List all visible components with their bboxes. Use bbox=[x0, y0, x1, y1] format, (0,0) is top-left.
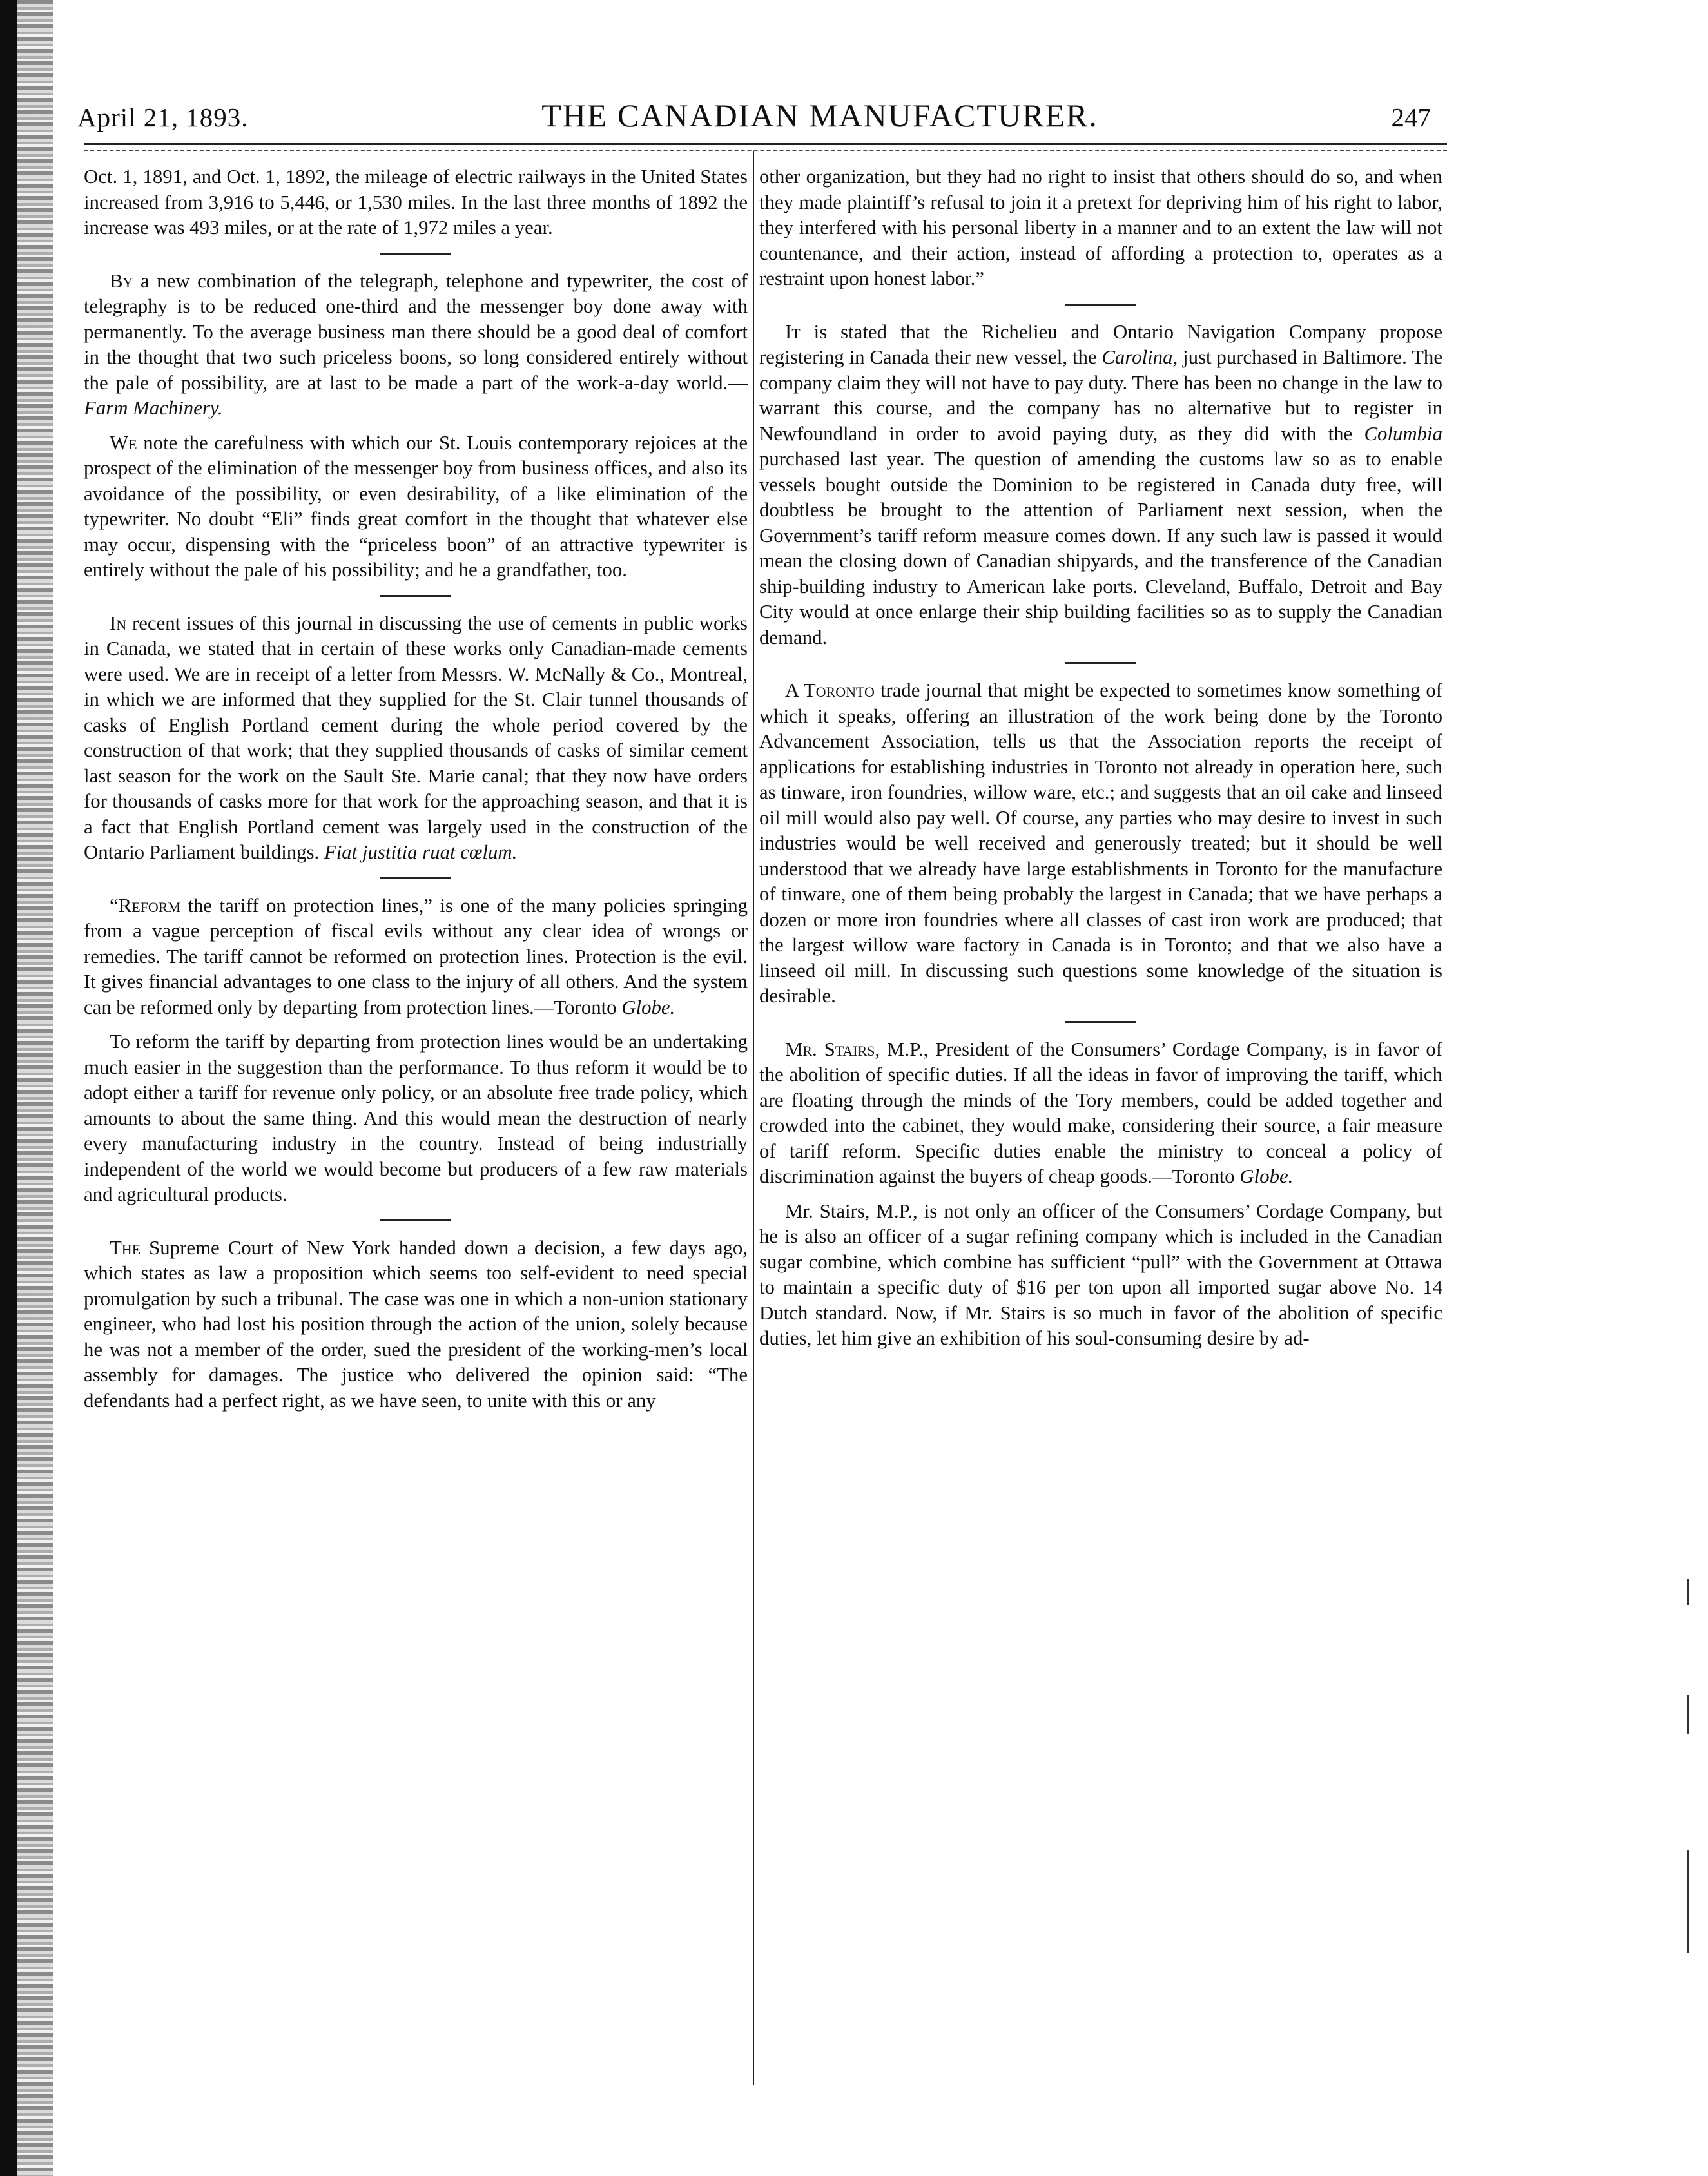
paragraph-text: Supreme Court of New York handed down a decision, a few days ago, which states as law a proposition which seems too self-evident to need special promulgation by such a tribunal. The case was one in which a non-union stationary engineer, who had lost his position through the action of the union, solely because he was not a member of the order, sued the president of the working-men’s local assembly for damages. The justice who delivered the opinion said: “The defendants had a perfect right, as we have seen, to unite with this or any bbox=[84, 1236, 748, 1412]
separator-rule bbox=[380, 253, 451, 255]
lead-word: In bbox=[110, 612, 127, 634]
paragraph-text: M.P., President of the Consumers’ Cordage Company, is in favor of the abolition of specific duties. If all the ideas in favor of improving the tariff, which are floating through the minds of the Tory members, could be added together and crowded into the cabinet, they would make, considering their source, a fair measure of tariff reform. Specific duties enable the ministry to conceal a policy of discrimination against the buyers of cheap goods.—Toronto bbox=[759, 1038, 1442, 1187]
paragraph-text: , just purchased in Baltimore. The company claim they will not have to pay duty. There has been no change in the law to warrant this course, and the company has no alternative but to register in Newfoundland in order to avoid paying duty, as they did with the bbox=[759, 346, 1442, 445]
lead-word: The bbox=[110, 1236, 141, 1259]
paragraph-text: Oct. 1, 1891, and Oct. 1, 1892, the mileage of electric railways in the United States increased from 3,916 to 5,446, or 1,530 miles. In the last three months of 1892 the increase was 493 miles, or at the rate of 1,972 miles a year. bbox=[84, 166, 748, 238]
article-reform-tariff bbox=[84, 893, 748, 1021]
lead-word: It bbox=[785, 320, 801, 343]
source-credit: Globe. bbox=[1239, 1165, 1294, 1187]
article-telegraph bbox=[84, 269, 748, 422]
paragraph-text: purchased last year. The question of amending the customs law so as to enable vessels bought outside the Dominion to be registered in Canada duty free, will doubtless be brought to the attention of Parliament next session, when the Government’s tariff reform measure comes down. If any such law is passed it would mean the closing down of Canadian shipyards, and the transference of the Canadian ship-building industry to American lake ports. Cleveland, Buffalo, Detroit and Bay City would at once enlarge their ship building facilities so as to supply the Canadian demand. bbox=[759, 448, 1442, 648]
source-credit: Globe. bbox=[621, 996, 675, 1018]
article-supreme-court-cont bbox=[759, 164, 1442, 292]
article-reform-response bbox=[84, 1029, 748, 1208]
vessel-name: Carolina bbox=[1101, 346, 1173, 368]
article-stairs-sugar bbox=[759, 1199, 1442, 1352]
paragraph-text: other organization, but they had no right to insist that others should do so, and when they made plaintiff’s refusal to join it a pretext for depriving him of his right to labor, they interfered with his personal liberty in a manner and to an extent the law will not countenance, and their action, instead of affording a protection to, operates as a restraint upon honest labor.” bbox=[759, 166, 1442, 289]
paragraph-text: Mr. Stairs, M.P., is not only an officer of the Consumers’ Cordage Company, but he is also an officer of a sugar refining company which is included in the Canadian sugar combine, which combine has sufficient “pull” with the Government at Ottawa to maintain a specific duty of $16 per ton upon all imported sugar above No. 14 Dutch standard. Now, if Mr. Stairs is so much in favor of the abolition of specific duties, let him give an exhibition of his soul-consuming desire by ad- bbox=[759, 1200, 1442, 1349]
lead-word: Mr. Stairs, bbox=[785, 1038, 880, 1060]
header-rule bbox=[84, 143, 1447, 151]
separator-rule bbox=[380, 595, 451, 597]
scan-edge-marks bbox=[1687, 1579, 1693, 2030]
left-column bbox=[84, 164, 748, 1413]
article-typewriter bbox=[84, 431, 748, 583]
lead-word: “Reform bbox=[110, 894, 181, 917]
paragraph-text: the tariff on protection lines,” is one of the many policies springing from a vague perception of fiscal evils without any clear idea of wrongs or remedies. The tariff cannot be reformed on protection lines. Protection is the evil. It gives financial advantages to one class to the injury of all others. And the system can be reformed only by departing from protection lines.—Toronto bbox=[84, 894, 748, 1018]
article-electric-railways bbox=[84, 164, 748, 241]
paragraph-text: is stated that the Richelieu and Ontario Navigation Company propose registering in Canada their new vessel, the bbox=[759, 320, 1442, 368]
paragraph-text: recent issues of this journal in discussing the use of cements in public works in Canada, we stated that in certain of these works only Canadian-made cements were used. We are in receipt of a letter from Messrs. W. McNally & Co., Montreal, in which we are informed that they supplied for the St. Clair tunnel thousands of casks of English Portland cement during the whole period covered by the construction of that work; that they supplied thousands of casks of similar cement last season for the work on the Sault Ste. Marie canal; that they now have orders for thousands of casks more for that work for the approaching season, and that it is a fact that English Portland cement was largely used in the construction of the Ontario Parliament buildings. bbox=[84, 612, 748, 863]
right-column bbox=[759, 164, 1442, 1352]
journal-title: THE CANADIAN MANUFACTURER. bbox=[541, 97, 1098, 133]
separator-rule bbox=[1065, 662, 1136, 664]
binding-shadow bbox=[17, 0, 53, 2176]
paragraph-text: note the carefulness with which our St. Louis contemporary rejoices at the prospect of the elimination of the messenger boy from business offices, and also its avoidance of the possibility, or even desirability, of a like elimination of the typewriter. No doubt “Eli” finds great comfort in the thought that whatever else may occur, dispensing with the “priceless boon” of an attractive typewriter is entirely without the pale of his possibility; and he a grandfather, too. bbox=[84, 431, 748, 581]
separator-rule bbox=[1065, 1021, 1136, 1023]
issue-date: April 21, 1893. bbox=[77, 102, 249, 132]
article-stairs-globe bbox=[759, 1037, 1442, 1190]
separator-rule bbox=[1065, 304, 1136, 306]
paragraph-text: trade journal that might be expected to sometimes know something of which it speaks, offering an illustration of the work being done by the Toronto Advancement Association, tells us that the Association reports the receipt of applications for establishing industries in Toronto not already in operation here, such as tinware, iron foundries, willow ware, etc.; and suggests that an oil cake and linseed oil mill would also pay well. Of course, any parties who may desire to invest in such industries would be well received and generously treated; but it should be well understood that we already have large establishments in Toronto for the manufacture of tinware, one of them being probably the largest in Canada; that we have perhaps a dozen or more iron foundries where all classes of cast iron work are produced; that the largest willow ware factory in Canada is in Toronto; and that we also have a linseed oil mill. In discussing such questions some knowledge of the situation is desirable. bbox=[759, 679, 1443, 1007]
page-header bbox=[77, 97, 1431, 142]
edge-mark bbox=[1687, 1695, 1689, 1734]
lead-word: A Toronto bbox=[785, 679, 875, 701]
column-divider bbox=[753, 151, 754, 2085]
binding-edge bbox=[0, 0, 17, 2176]
edge-mark bbox=[1687, 1850, 1689, 1953]
article-supreme-court bbox=[84, 1236, 748, 1414]
vessel-name: Columbia bbox=[1364, 422, 1442, 445]
lead-word: By bbox=[110, 269, 133, 292]
separator-rule bbox=[380, 877, 451, 879]
source-credit: Farm Machinery. bbox=[84, 397, 223, 419]
article-cements bbox=[84, 611, 748, 866]
lead-word: We bbox=[110, 431, 137, 454]
paragraph-text: a new combination of the telegraph, telephone and typewriter, the cost of telegraphy is to be reduced one-third and the messenger boy done away with permanently. To the average business man there should be a good deal of comfort in the thought that two such priceless boons, so long considered entirely without the pale of possibility, are at last to be made a part of the work-a-day world.— bbox=[84, 269, 748, 394]
article-toronto-trade bbox=[759, 678, 1442, 1009]
paragraph-text: To reform the tariff by departing from protection lines would be an undertaking much easier in the suggestion than the performance. To thus reform it would be to adopt either a tariff for revenue only policy, or an absolute free trade policy, which amounts to about the same thing. And this would mean the destruction of nearly every manufacturing industry in the country. Instead of being industrially independent of the world we would become but producers of a few raw materials and agricultural products. bbox=[84, 1031, 748, 1205]
separator-rule bbox=[380, 1219, 451, 1221]
article-navigation bbox=[759, 320, 1442, 651]
edge-mark bbox=[1687, 1579, 1689, 1605]
latin-phrase: Fiat justitia ruat cœlum. bbox=[324, 841, 518, 863]
page-number: 247 bbox=[1391, 102, 1431, 132]
